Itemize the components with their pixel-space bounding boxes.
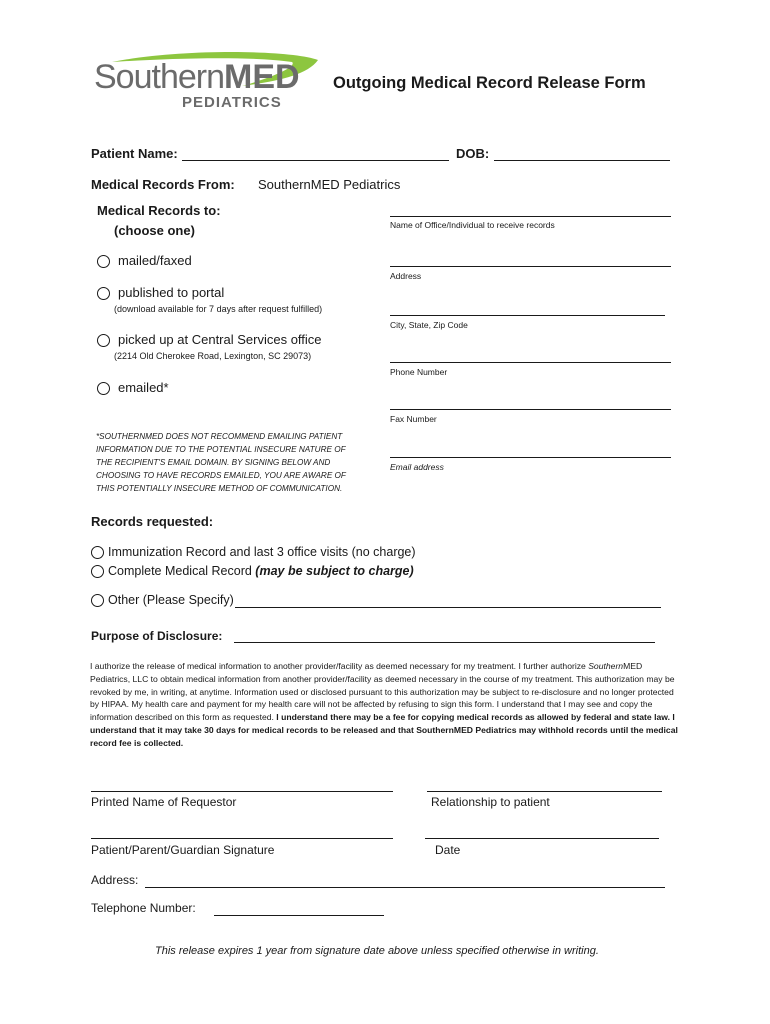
form-title: Outgoing Medical Record Release Form bbox=[333, 74, 646, 92]
portal-label: published to portal bbox=[118, 285, 225, 300]
fax-field[interactable] bbox=[390, 409, 671, 410]
date-label: Date bbox=[435, 843, 461, 857]
pickup-label: picked up at Central Services office bbox=[118, 332, 322, 347]
patient-name-label: Patient Name: bbox=[91, 146, 178, 161]
fax-caption: Fax Number bbox=[390, 414, 437, 424]
relationship-field[interactable] bbox=[427, 791, 662, 792]
purpose-field[interactable] bbox=[234, 642, 655, 643]
mailed-radio[interactable] bbox=[97, 255, 110, 268]
complete-label bbox=[108, 564, 414, 578]
email-field[interactable] bbox=[390, 457, 671, 458]
records-to-label: Medical Records to: bbox=[97, 203, 221, 218]
email-warning: *SOUTHERNMED DOES NOT RECOMMEND EMAILING PATIENT INFORMATION DUE TO THE POTENTIAL INSECURE NATURE OF THE RECIPIENT'S EMAIL DOMAIN. BY SIGNING BELOW AND CHOOSING TO HAVE RECORDS EMAILED, YOU ARE AWARE OF THIS POTENTIALLY INSECURE METHOD OF COMMUNICATION. bbox=[96, 432, 346, 493]
portal-note: (download available for 7 days after request fulfilled) bbox=[114, 304, 323, 314]
date-field[interactable] bbox=[425, 838, 659, 839]
expiry-note: This release expires 1 year from signature date above unless specified otherwise in writing. bbox=[155, 945, 599, 957]
records-from-label: Medical Records From: bbox=[91, 177, 235, 192]
other-field[interactable] bbox=[235, 607, 661, 608]
office-field[interactable] bbox=[390, 216, 671, 217]
records-from-value: SouthernMED Pediatrics bbox=[258, 177, 401, 192]
telephone-field[interactable] bbox=[214, 915, 384, 916]
auth-bold: I understand there may be a fee for copying medical records as allowed by federal and state law. I understand that it may take 30 days for medical records to be released and that SouthernMED Pediatrics may withhold records until the medical record fee is collected. bbox=[90, 712, 678, 748]
pickup-note: (2214 Old Cherokee Road, Lexington, SC 29073) bbox=[114, 351, 312, 361]
signature-label: Patient/Parent/Guardian Signature bbox=[91, 843, 275, 857]
complete-label-charge: (may be subject to charge) bbox=[255, 564, 414, 578]
logo-med: MED bbox=[224, 58, 300, 96]
phone-field[interactable] bbox=[390, 362, 671, 363]
pickup-radio[interactable] bbox=[97, 334, 110, 347]
purpose-label: Purpose of Disclosure: bbox=[91, 629, 223, 643]
records-requested-label: Records requested: bbox=[91, 514, 214, 529]
complete-radio[interactable] bbox=[91, 565, 104, 578]
city-caption: City, State, Zip Code bbox=[390, 320, 468, 330]
immunization-label: Immunization Record and last 3 office visits (no charge) bbox=[108, 545, 416, 559]
dob-label: DOB: bbox=[456, 146, 490, 161]
auth-southern-italic: Southern bbox=[588, 661, 624, 671]
mailed-label: mailed/faxed bbox=[118, 253, 192, 268]
office-caption: Name of Office/Individual to receive records bbox=[390, 220, 555, 230]
portal-radio[interactable] bbox=[97, 287, 110, 300]
emailed-label: emailed* bbox=[118, 380, 169, 395]
dob-field[interactable] bbox=[494, 160, 670, 161]
patient-name-field[interactable] bbox=[182, 160, 449, 161]
auth-part-1: I authorize the release of medical information to another provider/facility as deemed necessary for my treatment. I further authorize bbox=[90, 661, 589, 671]
relationship-label: Relationship to patient bbox=[431, 795, 550, 809]
logo-pediatrics: PEDIATRICS bbox=[182, 94, 282, 111]
other-radio[interactable] bbox=[91, 594, 104, 607]
other-label: Other (Please Specify) bbox=[108, 593, 234, 607]
authorization-text bbox=[90, 660, 684, 750]
emailed-radio[interactable] bbox=[97, 382, 110, 395]
auth-part-2: MED Pediatrics, LLC to obtain medical information from another provider/facility as deemed necessary in the course of my treatment. This authorization may be revoked by me, in writing, at anytime. Information used or disclosed pursuant to this authorization may be subject to re-disclosure and no longer protected by HIPAA. My health care and payment for my health care will not be affected by refusing to sign this form. I understand that I may see and copy the information described on this form as requested. bbox=[90, 661, 675, 723]
email-caption: Email address bbox=[390, 462, 444, 472]
requestor-address-label: Address: bbox=[91, 873, 139, 887]
signature-field[interactable] bbox=[91, 838, 393, 839]
logo-southern: Southern bbox=[94, 58, 224, 96]
printed-name-field[interactable] bbox=[91, 791, 393, 792]
phone-caption: Phone Number bbox=[390, 367, 448, 377]
complete-label-text: Complete Medical Record bbox=[108, 564, 256, 578]
requestor-address-field[interactable] bbox=[145, 887, 665, 888]
telephone-label: Telephone Number: bbox=[91, 901, 196, 915]
company-logo bbox=[92, 50, 322, 116]
city-field[interactable] bbox=[390, 315, 665, 316]
choose-one-label: (choose one) bbox=[114, 223, 195, 238]
immunization-radio[interactable] bbox=[91, 546, 104, 559]
printed-name-label: Printed Name of Requestor bbox=[91, 795, 237, 809]
address-recipient-field[interactable] bbox=[390, 266, 671, 267]
address-caption: Address bbox=[390, 271, 422, 281]
